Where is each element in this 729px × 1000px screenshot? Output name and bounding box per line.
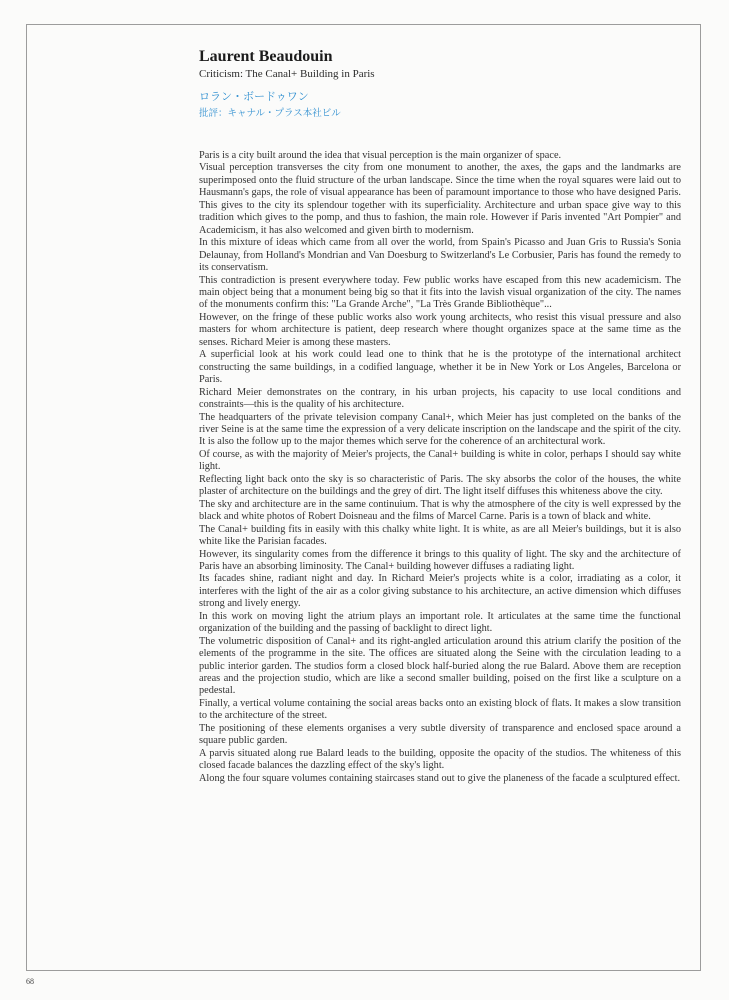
paragraph: This contradiction is present everywhere today. Few public works have escaped from this new academicism. The main object being that a monument being big so that it fits into the lavish visual organization of the city. The names of the monuments confirm this: "La Grande Arche", "La Très Grande Bibliothèque"...: [199, 274, 681, 311]
author-name-japanese: ロラン・ボードゥワン: [199, 90, 309, 103]
paragraph: Reflecting light back onto the sky is so characteristic of Paris. The sky absorbs the color of the houses, the white plaster of architecture on the buildings and the grey of dirt. The light itself diffuses this whiteness above the city.: [199, 473, 681, 498]
paragraph: A parvis situated along rue Balard leads to the building, opposite the opacity of the studios. The whiteness of this closed facade balances the dazzling effect of the sky's light.: [199, 747, 681, 772]
article-subtitle-japanese: 批評：キャナル・プラス本社ビル: [199, 108, 341, 119]
paragraph: This gives to the city its splendour together with its superficiality. Architecture and urban space give way to this tradition which gives to the pomp, and thus to fashion, the main role. However if Paris invented "Art Pompier" and Academicism, it has also welcomed and given birth to modernism.: [199, 199, 681, 236]
article-body: [199, 150, 681, 785]
article-header: [199, 48, 699, 120]
paragraph: However, its singularity comes from the difference it brings to this quality of light. The sky and the architecture of Paris have an absorbing liminosity. The Canal+ building however diffuses a radiating light.: [199, 548, 681, 572]
paragraph: The headquarters of the private television company Canal+, which Meier has just completed on the banks of the river Seine is at the same time the expression of a very delicate inscription on the landscape and the spirit of the city. It is also the follow up to the major themes which serve for the coherence of an architectural work.: [199, 411, 681, 448]
paragraph: A superficial look at his work could lead one to think that he is the prototype of the international architect constructing the same buildings, in a codified language, whether it be in New York or Los Angeles, Barcelona or Paris.: [199, 349, 681, 386]
paragraph: Along the four square volumes containing staircases stand out to give the planeness of the facade a sculptured effect.: [199, 772, 681, 784]
paragraph: However, on the fringe of these public works also work young architects, who resist this visual pressure and also masters for whom architecture is patient, deep research where thought organizes space at the same time as the senses. Richard Meier is among these masters.: [199, 311, 681, 348]
article-subtitle: Criticism: The Canal+ Building in Paris: [199, 68, 375, 80]
paragraph: In this work on moving light the atrium plays an important role. It articulates at the same time the functional organization of the building and the passing of backlight to direct light.: [199, 610, 681, 635]
paragraph: Finally, a vertical volume containing the social areas backs onto an existing block of flats. It makes a slow transition to the architecture of the street.: [199, 697, 681, 722]
paragraph: The positioning of these elements organises a very subtle diversity of transparence and enclosed space around a square public garden.: [199, 722, 681, 747]
paragraph: Paris is a city built around the idea that visual perception is the main organizer of space.: [199, 150, 562, 161]
paragraph: Of course, as with the majority of Meier's projects, the Canal+ building is white in color, perhaps I should say white light.: [199, 448, 681, 473]
page-number: 68: [26, 977, 34, 986]
paragraph: In this mixture of ideas which came from all over the world, from Spain's Picasso and Juan Gris to Russia's Sonia Delaunay, from Holland's Mondrian and Van Doesburg to Switzerland's Le Corbusier, Paris has found the remedy to its conservatism.: [199, 237, 681, 274]
paragraph: Its facades shine, radiant night and day. In Richard Meier's projects white is a color, irradiating as a color, it interferes with the light of the air as a color giving substance to his architecture, an active dimension which diffuses strong and lively energy.: [199, 573, 681, 610]
paragraph: The volumetric disposition of Canal+ and its right-angled articulation around this atrium clarify the position of the elements of the programme in the site. The offices are situated along the Seine with the circulation leading to a public interior garden. The studios form a closed block half-buried along the rue Balard. Above them are reception areas and the projection studio, which are like a second smaller building, poised on the first like a sculpture on a pedestal.: [199, 635, 681, 697]
paragraph: Visual perception transverses the city from one monument to another, the axes, the gaps and the landmarks are superimposed onto the fluid structure of the urban landscape. Since the time when the royal squares were laid out to Hausmann's gaps, the role of visual appearance has been of paramount importance to those who have designed Paris.: [199, 162, 681, 199]
paragraph: The Canal+ building fits in easily with this chalky white light. It is white, as are all Meier's buildings, but it is also white like the Parisian facades.: [199, 523, 681, 548]
author-name: Laurent Beaudouin: [199, 48, 333, 65]
paragraph: Richard Meier demonstrates on the contrary, in his urban projects, his capacity to use local conditions and constraints—this is the quality of his architecture.: [199, 386, 681, 411]
paragraph: The sky and architecture are in the same continuium. That is why the atmosphere of the city is well expressed by the black and white photos of Robert Doisneau and the films of Marcel Carne. Paris is a town of black and white.: [199, 498, 681, 523]
